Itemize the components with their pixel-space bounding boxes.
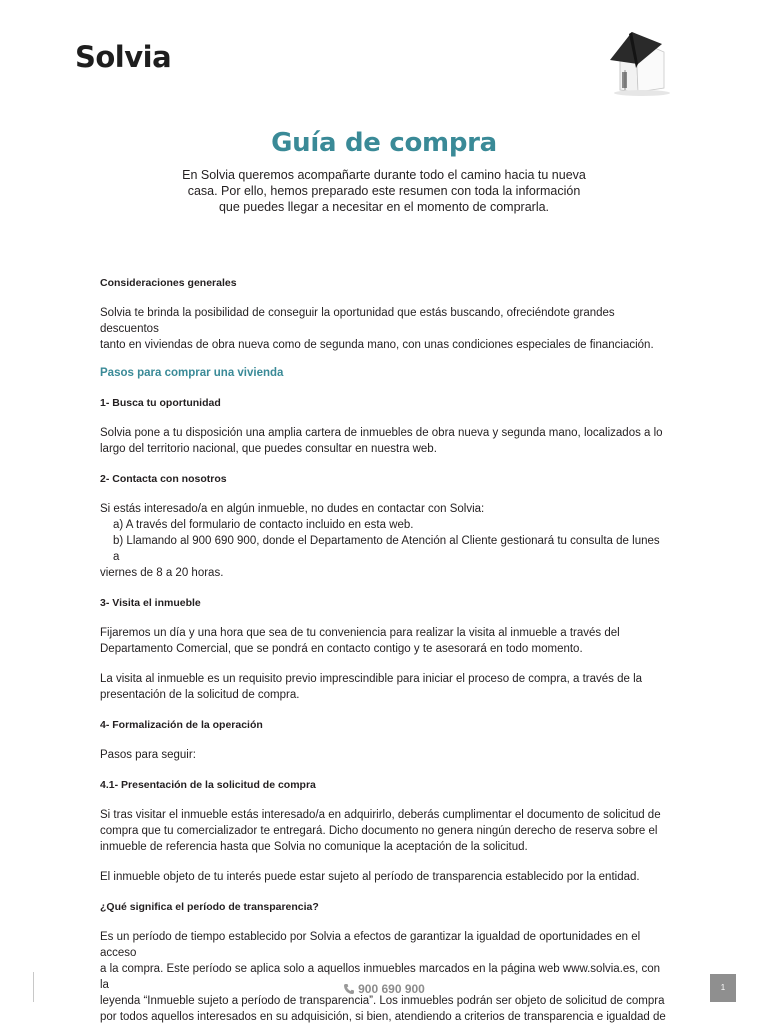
footer-phone-number: 900 690 900 — [358, 982, 425, 996]
step1-text-line: largo del territorio nacional, que puedes consultar en nuestra web. — [100, 443, 437, 455]
phone-icon — [343, 983, 355, 995]
step41-text-line: El inmueble objeto de tu interés puede estar sujeto al período de transparencia establecido por la entidad. — [100, 871, 640, 883]
general-text-line: Solvia te brinda la posibilidad de conseguir la oportunidad que estás buscando, ofreciéndote grandes descuentos — [100, 307, 615, 335]
step3-heading: 3- Visita el inmueble — [100, 597, 201, 609]
step2-heading: 2- Contacta con nosotros — [100, 473, 227, 485]
footer-phone — [0, 982, 768, 996]
solvia-logo: Solvia — [75, 40, 172, 74]
step41-heading: 4.1- Presentación de la solicitud de compra — [100, 779, 316, 791]
step3-text-line: Departamento Comercial, que se pondrá en contacto contigo y te asesorará en todo momento. — [100, 643, 583, 655]
steps-heading: Pasos para comprar una vivienda — [100, 367, 284, 379]
transparency-text-line: por todos aquellos interesados en su adquisición, si bien, atendiendo a criterios de transparencia e igualdad de — [100, 1011, 666, 1023]
house-icon — [596, 30, 674, 96]
step41-text-line: compra que tu comercializador te entregará. Dicho documento no genera ningún derecho de reserva sobre el — [100, 825, 658, 837]
page-number: 1 — [710, 974, 736, 1002]
step2-option-b: b) Llamando al 900 690 900, donde el Departamento de Atención al Cliente gestionará tu consulta de lunes a — [113, 535, 660, 563]
page-title: Guía de compra — [271, 128, 497, 158]
step2-option-a: a) A través del formulario de contacto incluido en esta web. — [113, 519, 414, 531]
transparency-text-line: leyenda “Inmueble sujeto a período de transparencia”. Los inmuebles podrán ser objeto de solicitud de compra — [100, 995, 665, 1007]
document-body — [100, 275, 668, 1025]
general-heading: Consideraciones generales — [100, 277, 237, 289]
intro-line: que puedes llegar a necesitar en el momento de comprarla. — [218, 200, 550, 214]
intro-paragraph — [150, 167, 618, 215]
step3-text-line: presentación de la solicitud de compra. — [100, 689, 300, 701]
step1-text-line: Solvia pone a tu disposición una amplia cartera de inmuebles de obra nueva y segunda mano, localizados a lo — [100, 427, 663, 439]
transparency-text-line: Es un período de tiempo establecido por Solvia a efectos de garantizar la igualdad de oportunidades en el acceso — [100, 931, 641, 959]
step1-heading: 1- Busca tu oportunidad — [100, 397, 221, 409]
step3-text-line: Fijaremos un día y una hora que sea de tu conveniencia para realizar la visita al inmueble a través del — [100, 627, 620, 639]
general-text-line: tanto en viviendas de obra nueva como de segunda mano, con unas condiciones especiales de financiación. — [100, 339, 654, 351]
step4-text: Pasos para seguir: — [100, 749, 196, 761]
step2-text-line: viernes de 8 a 20 horas. — [100, 567, 224, 579]
step41-text-line: inmueble de referencia hasta que Solvia no comunique la aceptación de la solicitud. — [100, 841, 528, 853]
transparency-heading: ¿Qué significa el período de transparencia? — [100, 901, 319, 913]
intro-line: En Solvia queremos acompañarte durante todo el camino hacia tu nueva — [182, 168, 586, 182]
intro-line: casa. Por ello, hemos preparado este resumen con toda la información — [187, 184, 581, 198]
step41-text-line: Si tras visitar el inmueble estás interesado/a en adquirirlo, deberás cumplimentar el documento de solicitud de — [100, 809, 661, 821]
transparency-text-line: a la compra. Este período se aplica solo a aquellos inmuebles marcados en la página web www.solvia.es, con la — [100, 963, 660, 991]
step2-text-line: Si estás interesado/a en algún inmueble, no dudes en contactar con Solvia: — [100, 503, 485, 515]
step4-heading: 4- Formalización de la operación — [100, 719, 263, 731]
step3-text-line: La visita al inmueble es un requisito previo imprescindible para iniciar el proceso de compra, a través de la — [100, 673, 643, 685]
